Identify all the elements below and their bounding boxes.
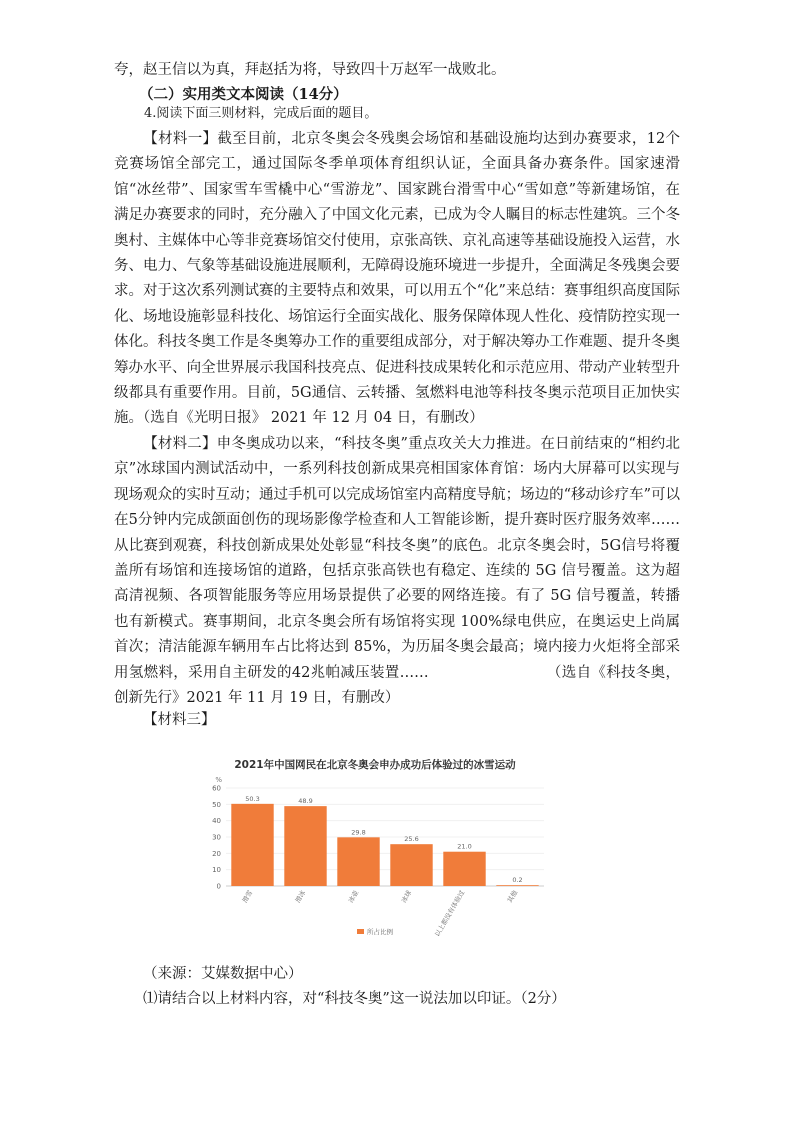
y-axis-unit: % [215,776,222,784]
bar [284,806,326,886]
bar-chart [200,748,550,948]
bar [231,804,273,886]
question-one: ⑴请结合以上材料内容，对“科技冬奥”这一说法加以印证。（2分） [143,991,566,1007]
x-tick-label: 冰球 [399,889,414,905]
material-one-text: 【材料一】截至目前，北京冬奥会冬残奥会场馆和基础设施均达到办赛要求，12个竞赛场馆全部完工，通过国际冬季单项体育组织认证，全面具备办赛条件。国家速滑馆“冰丝带”、国家雪车雪橇中心“雪游龙”、国家跳台滑雪中心“雪如意”等新建场馆，在满足办赛要求的同时，充分融入了中国文化元素，已成为令人瞩目的标志性建筑。三个冬奥村、主媒体中心等非竞赛场馆交付使用，京张高铁、京礼高速等基础设施投入运营，水务、电力、气象等基础设施进展顺利，无障碍设施环境进一步提升，全面满足冬残奥会要求。对于这次系列测试赛的主要特点和效果，可以用五个“化”来总结：赛事组织高度国际化、场地设施彰显科技化、场馆运行全面实战化、服务保障体现人性化、疫情防控实现一体化。科技冬奥工作是冬奥筹办工作的重要组成部分，对于解决筹办工作难题、提升冬奥筹办水平、向全世界展示我国科技亮点、促进科技成果转化和示范应用、带动产业转型升级都具有重要作用。目前，5G通信、云转播、氢燃料电池等科技冬奥示范项目正加快实施。（选自《光明日报》 2021 年 12 月 04 日，有删改） [114,131,680,427]
bar [390,844,432,886]
chart-title: 2021年中国网民在北京冬奥会申办成功后体验过的冰雪运动 [234,759,516,771]
x-tick-label: 滑冰 [293,889,308,905]
chart-source: （来源：艾媒数据中心） [143,966,303,982]
bar-chart-svg [200,748,550,948]
y-tick-label: 10 [212,866,221,875]
y-tick-label: 20 [212,849,221,858]
text-line: 夸，赵王信以为真，拜赵括为将，导致四十万赵军一战败北。 [114,62,506,78]
bar-value-label: 25.6 [404,835,419,844]
y-tick-label: 40 [212,817,221,826]
bar [496,885,538,886]
y-tick-label: 0 [216,882,221,891]
legend-swatch [357,929,364,934]
bar-value-label: 29.8 [351,828,366,837]
material-one [114,127,680,432]
instruction: 4.阅读下面三则材料，完成后面的题目。 [144,106,378,121]
bar-value-label: 50.3 [245,794,260,803]
bar-value-label: 48.9 [298,797,313,806]
bar-value-label: 21.0 [457,842,472,851]
material-two [114,432,680,711]
bar [337,837,379,886]
x-tick-label: 冰壶 [346,889,361,905]
x-tick-label: 以上都没有体验过 [433,889,467,939]
y-tick-label: 30 [212,833,221,842]
legend-label: 所占比例 [367,928,393,936]
y-tick-label: 60 [212,784,221,793]
x-tick-label: 滑雪 [240,889,255,905]
y-tick-label: 50 [212,800,221,809]
bar [443,852,485,886]
bar-value-label: 0.2 [512,876,523,885]
section-title: （二）实用类文本阅读（14分） [139,86,348,103]
material-three-label: 【材料三】 [143,712,216,728]
material-two-text: 【材料二】申冬奥成功以来，“科技冬奥”重点攻关大力推进。在日前结束的“相约北京”冰球国内测试活动中，一系列科技创新成果亮相国家体育馆：场内大屏幕可以实现与现场观众的实时互动；通过手机可以完成场馆室内高精度导航；场边的“移动诊疗车”可以在5分钟内完成颌面创伤的现场影像学检查和人工智能诊断，提升赛时医疗服务效率……从比赛到观赛，科技创新成果处处彰显“科技冬奥”的底色。北京冬奥会时，5G信号将覆盖所有场馆和连接场馆的道路，包括京张高铁也有稳定、连续的 5G 信号覆盖。这为超高清视频、各项智能服务等应用场景提供了必要的网络连接。有了 5G 信号覆盖，转播也有新模式。赛事期间，北京冬奥会所有场馆将实现 100%绿电供应，在奥运史上尚属首次；清洁能源车辆用车占比将达到 85%，为历届冬奥会最高；境内接力火炬将全部采用氢燃料，采用自主研发的42兆帕减压装置…… [114,436,680,681]
material-two-source: （选自《科技冬奥，创新先行》2021 年 11 月 19 日，有删改） [114,664,681,707]
x-tick-label: 其他 [505,889,520,905]
